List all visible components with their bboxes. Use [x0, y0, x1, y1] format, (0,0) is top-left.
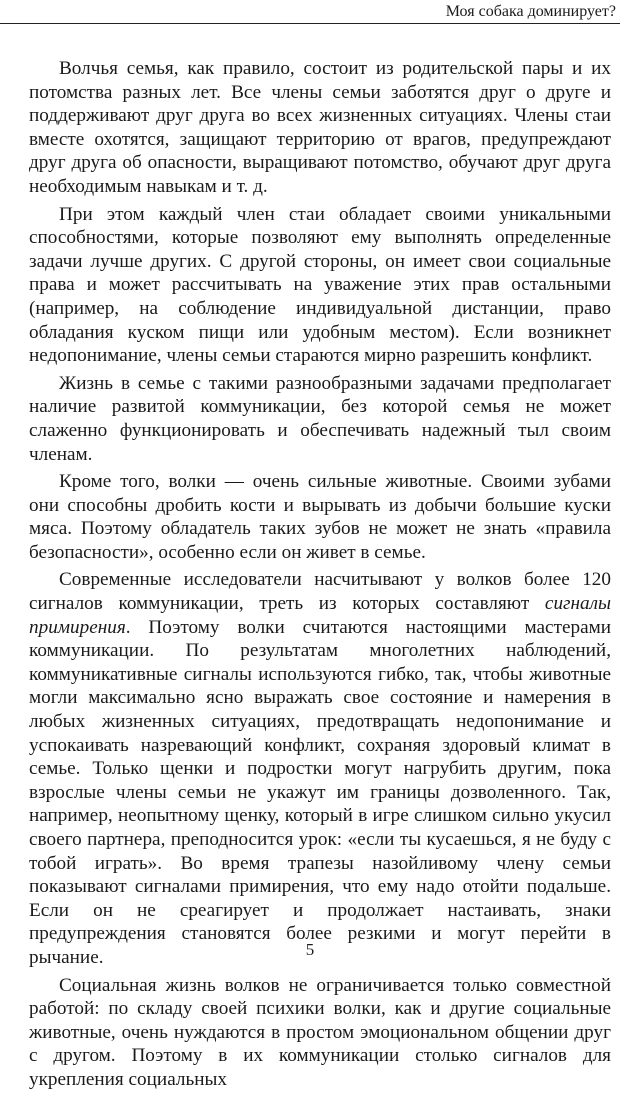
- paragraph-signals-start: Современные исследователи насчитывают у волков более 120 сигналов коммуникации, треть из которых составляют: [29, 569, 611, 615]
- paragraph-strength: Кроме того, волки — очень сильные животные. Своими зубами они способны дробить кости и вырывать из добычи большие куски мяса. Поэтому обладатель таких зубов не может не знать «правила безопасности», особенно если он живет в семье.: [29, 471, 611, 563]
- paragraph-abilities: При этом каждый член стаи обладает своими уникальными способностями, которые позволяют ему выполнять определенные задачи лучше других. С другой стороны, он имеет свои социальные права и может рассчитывать на уважение этих прав остальными (например, на соблюдение индивидуальной дистанции, право обладания куском пищи или удобным местом). Если возникнет недопонимание, члены семьи стараются мирно разрешить конфликт.: [29, 203, 611, 367]
- paragraph-signals: [29, 568, 611, 969]
- paragraph-signals-emphasis: сигналы примирения: [29, 593, 611, 638]
- paragraph-communication: Жизнь в семье с такими разнообразными задачами предполагает наличие развитой коммуникации, без которой семья не может слаженно функционировать и обеспечивать надежный тыл своим членам.: [29, 372, 611, 465]
- paragraph-wolf-family: Волчья семья, как правило, состоит из родительской пары и их потомства разных лет. Все члены семьи заботятся друг о друге и поддерживают друг друга во всех жизненных ситуациях. Члены стаи вместе охотятся, защищают территорию от врагов, предупреждают друг друга об опасности, выращивают потомство, обучают друг друга необходимым навыкам и т. д.: [29, 58, 611, 197]
- running-header: [0, 0, 620, 24]
- paragraph-signals-end: . Поэтому волки считаются настоящими мастерами коммуникации. По результатам многолетних наблюдений, коммуникативные сигналы используются гибко, так, чтобы животные могли максимально ясно выражать свое состояние и намерения в любых жизненных ситуациях, предотвращать недопонимание и успокаивать назревающий конфликт, сохраняя здоровый климат в семье. Только щенки и подростки могут нагрубить другим, пока взрослые члены семьи не укажут им границы дозволенного. Так, например, неопытному щенку, который в игре слишком сильно укусил своего партнера, преподносится урок: «если ты кусаешься, я не буду с тобой играть». Во время трапезы назойливому члену семьи показывают сигналами примирения, что ему надо отойти подальше. Если он не среагирует и продолжает настаивать, знаки предупреждения становятся более резкими и могут перейти в рычание.: [29, 616, 611, 968]
- page-number: 5: [305, 940, 315, 959]
- paragraph-social-life: Социальная жизнь волков не ограничивается только совместной работой: по складу своей психики волки, как и другие социальные животные, очень нуждаются в простом эмоциональном общении друг с другом. Поэтому в их коммуникации столько сигналов для укрепления социальных: [29, 974, 611, 1090]
- running-title: Моя собака доминирует?: [445, 3, 616, 20]
